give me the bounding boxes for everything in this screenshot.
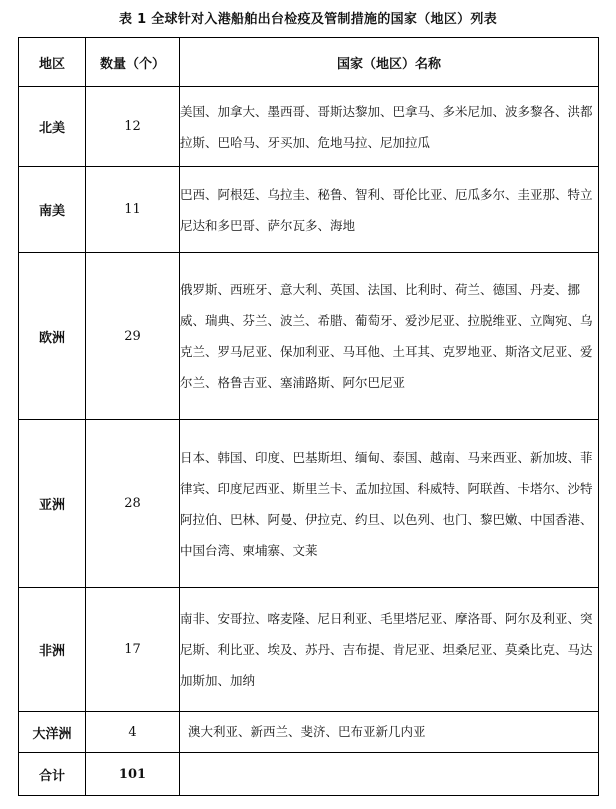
count-cell: 28 [86, 420, 180, 588]
region-cell: 南美 [19, 167, 86, 253]
countries-cell: 南非、安哥拉、喀麦隆、尼日利亚、毛里塔尼亚、摩洛哥、阿尔及利亚、突尼斯、利比亚、埃及、苏丹、吉布提、肯尼亚、坦桑尼亚、莫桑比克、马达加斯加、加纳 [180, 588, 599, 712]
header-countries: 国家（地区）名称 [180, 38, 599, 87]
total-label: 合计 [19, 753, 86, 796]
countries-table [18, 37, 599, 796]
table-row [19, 420, 599, 588]
table-caption: 表 1 全球针对入港船舶出台检疫及管制措施的国家（地区）列表 [118, 12, 498, 27]
region-cell: 大洋洲 [19, 712, 86, 753]
countries-cell: 巴西、阿根廷、乌拉圭、秘鲁、智利、哥伦比亚、厄瓜多尔、圭亚那、特立尼达和多巴哥、萨尔瓦多、海地 [180, 167, 599, 253]
table-row [19, 588, 599, 712]
total-countries-cell [180, 753, 599, 796]
total-count: 101 [86, 753, 180, 796]
table-row [19, 253, 599, 420]
total-row [19, 753, 599, 796]
count-cell: 4 [86, 712, 180, 753]
countries-cell: 日本、韩国、印度、巴基斯坦、缅甸、泰国、越南、马来西亚、新加坡、菲律宾、印度尼西亚、斯里兰卡、孟加拉国、科威特、阿联酋、卡塔尔、沙特阿拉伯、巴林、阿曼、伊拉克、约旦、以色列、也门、黎巴嫩、中国香港、中国台湾、柬埔寨、文莱 [180, 420, 599, 588]
count-cell: 11 [86, 167, 180, 253]
header-row [19, 38, 599, 87]
table-row [19, 167, 599, 253]
header-region: 地区 [19, 38, 86, 87]
countries-cell: 澳大利亚、新西兰、斐济、巴布亚新几内亚 [180, 712, 599, 753]
table-row [19, 712, 599, 753]
region-cell: 亚洲 [19, 420, 86, 588]
region-cell: 北美 [19, 87, 86, 167]
countries-cell: 俄罗斯、西班牙、意大利、英国、法国、比利时、荷兰、德国、丹麦、挪威、瑞典、芬兰、波兰、希腊、葡萄牙、爱沙尼亚、拉脱维亚、立陶宛、乌克兰、罗马尼亚、保加利亚、马耳他、土耳其、克罗地亚、斯洛文尼亚、爱尔兰、格鲁吉亚、塞浦路斯、阿尔巴尼亚 [180, 253, 599, 420]
region-cell: 非洲 [19, 588, 86, 712]
count-cell: 12 [86, 87, 180, 167]
count-cell: 17 [86, 588, 180, 712]
countries-cell: 美国、加拿大、墨西哥、哥斯达黎加、巴拿马、多米尼加、波多黎各、洪都拉斯、巴哈马、牙买加、危地马拉、尼加拉瓜 [180, 87, 599, 167]
header-count: 数量（个） [86, 38, 180, 87]
table-row [19, 87, 599, 167]
count-cell: 29 [86, 253, 180, 420]
region-cell: 欧洲 [19, 253, 86, 420]
